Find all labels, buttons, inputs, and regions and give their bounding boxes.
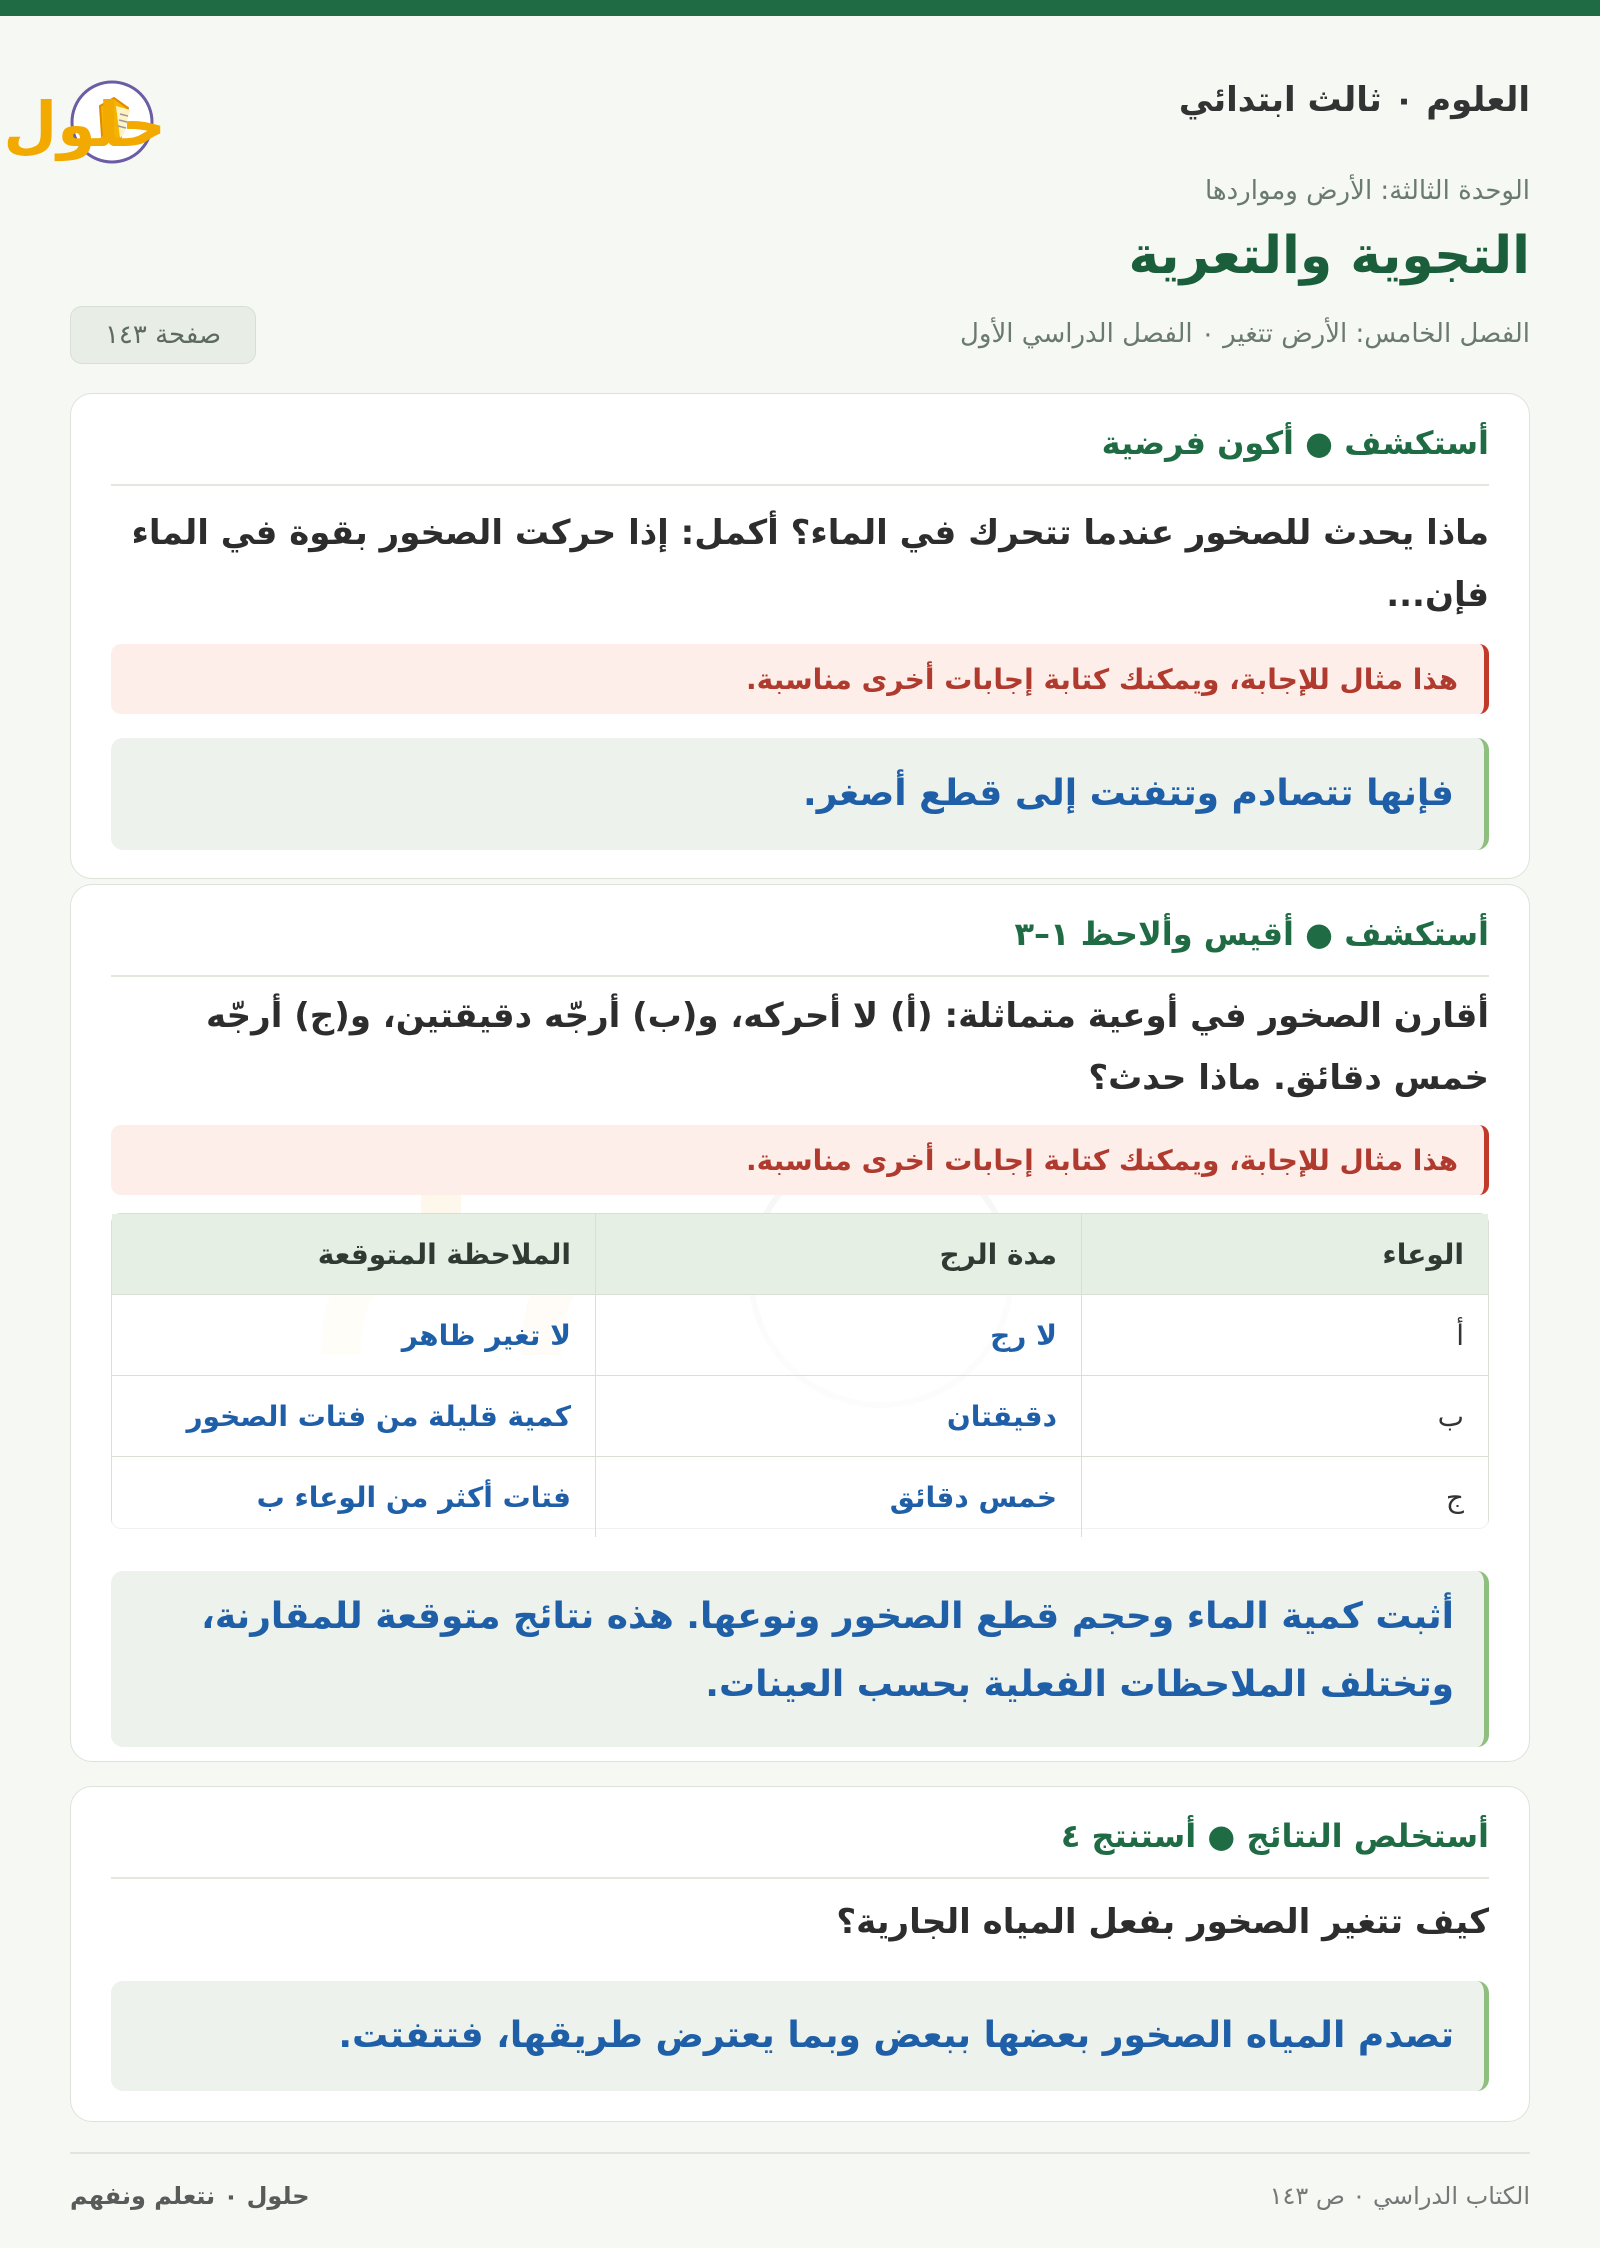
- container-cell: أ: [1082, 1295, 1489, 1376]
- footer-divider: [70, 2152, 1530, 2154]
- question-text: ماذا يحدث للصخور عندما تتحرك في الماء؟ أكمل: إذا حركت الصخور بقوة في الماء فإن...: [131, 513, 1489, 615]
- table-row: [112, 1457, 1488, 1538]
- table-header-row: [112, 1214, 1488, 1295]
- footer-book-reference: الكتاب الدراسي ٠ ص ١٤٣: [1269, 2182, 1530, 2210]
- observation-cell: لا تغير ظاهر: [112, 1295, 596, 1376]
- question-text: كيف تتغير الصخور بفعل المياه الجارية؟: [836, 1902, 1489, 1942]
- answer-note: هذا مثال للإجابة، ويمكنك كتابة إجابات أخرى مناسبة.: [111, 1125, 1489, 1195]
- conclusion-card: [70, 1786, 1530, 2122]
- answer-box: تصدم المياه الصخور بعضها ببعض وبما يعترض طريقها، فتتفتت.: [111, 1981, 1489, 2091]
- lesson-title: التجوية والتعرية: [1128, 226, 1530, 286]
- hulul-logo: [3, 64, 330, 174]
- observation-cell: فتات أكثر من الوعاء ب: [112, 1457, 596, 1538]
- question-text: أقارن الصخور في أوعية متماثلة: (أ) لا أحركه، و(ب) أرجّه دقيقتين، و(ج) أرجّه خمس دقائق. ماذا حدث؟: [206, 996, 1489, 1098]
- container-cell: ب: [1082, 1376, 1489, 1457]
- card-heading: أستكشف ● أقيس وألاحظ ١–٣: [111, 915, 1489, 977]
- chapter-subtitle: الفصل الخامس: الأرض تتغير ٠ الفصل الدراسي الأول: [960, 319, 1530, 349]
- subject-grade-title: العلوم ٠ ثالث ابتدائي: [1178, 80, 1530, 120]
- footer-brand: حلول ٠ نتعلم ونفهم: [70, 2182, 310, 2210]
- table-row: [112, 1376, 1488, 1457]
- card-heading: أستخلص النتائج ● أستنتج ٤: [111, 1817, 1489, 1879]
- observation-table: [111, 1213, 1489, 1529]
- unit-title: الوحدة الثالثة: الأرض ومواردها: [1204, 176, 1530, 206]
- column-header-shake-duration: مدة الرج: [596, 1214, 1082, 1295]
- column-header-expected-observation: الملاحظة المتوقعة: [112, 1214, 596, 1295]
- duration-cell: دقيقتان: [596, 1376, 1082, 1457]
- top-accent-bar: [0, 0, 1600, 16]
- answer-box: فإنها تتصادم وتتفتت إلى قطع أصغر.: [111, 738, 1489, 850]
- measure-observe-card: [70, 884, 1530, 1762]
- page-number-badge: صفحة ١٤٣: [70, 306, 256, 364]
- hypothesis-card: [70, 393, 1530, 879]
- svg-text:حلول: حلول: [3, 88, 166, 161]
- duration-cell: خمس دقائق: [596, 1457, 1082, 1538]
- answer-note: هذا مثال للإجابة، ويمكنك كتابة إجابات أخرى مناسبة.: [111, 644, 1489, 714]
- observation-cell: كمية قليلة من فتات الصخور: [112, 1376, 596, 1457]
- container-cell: ج: [1082, 1457, 1489, 1538]
- answer-box: أثبت كمية الماء وحجم قطع الصخور ونوعها. هذه نتائج متوقعة للمقارنة، وتختلف الملاحظات الفعلية بحسب العينات.: [111, 1571, 1489, 1747]
- table-row: [112, 1295, 1488, 1376]
- column-header-container: الوعاء: [1082, 1214, 1489, 1295]
- card-heading: أستكشف ● أكون فرضية: [111, 424, 1489, 486]
- duration-cell: لا رج: [596, 1295, 1082, 1376]
